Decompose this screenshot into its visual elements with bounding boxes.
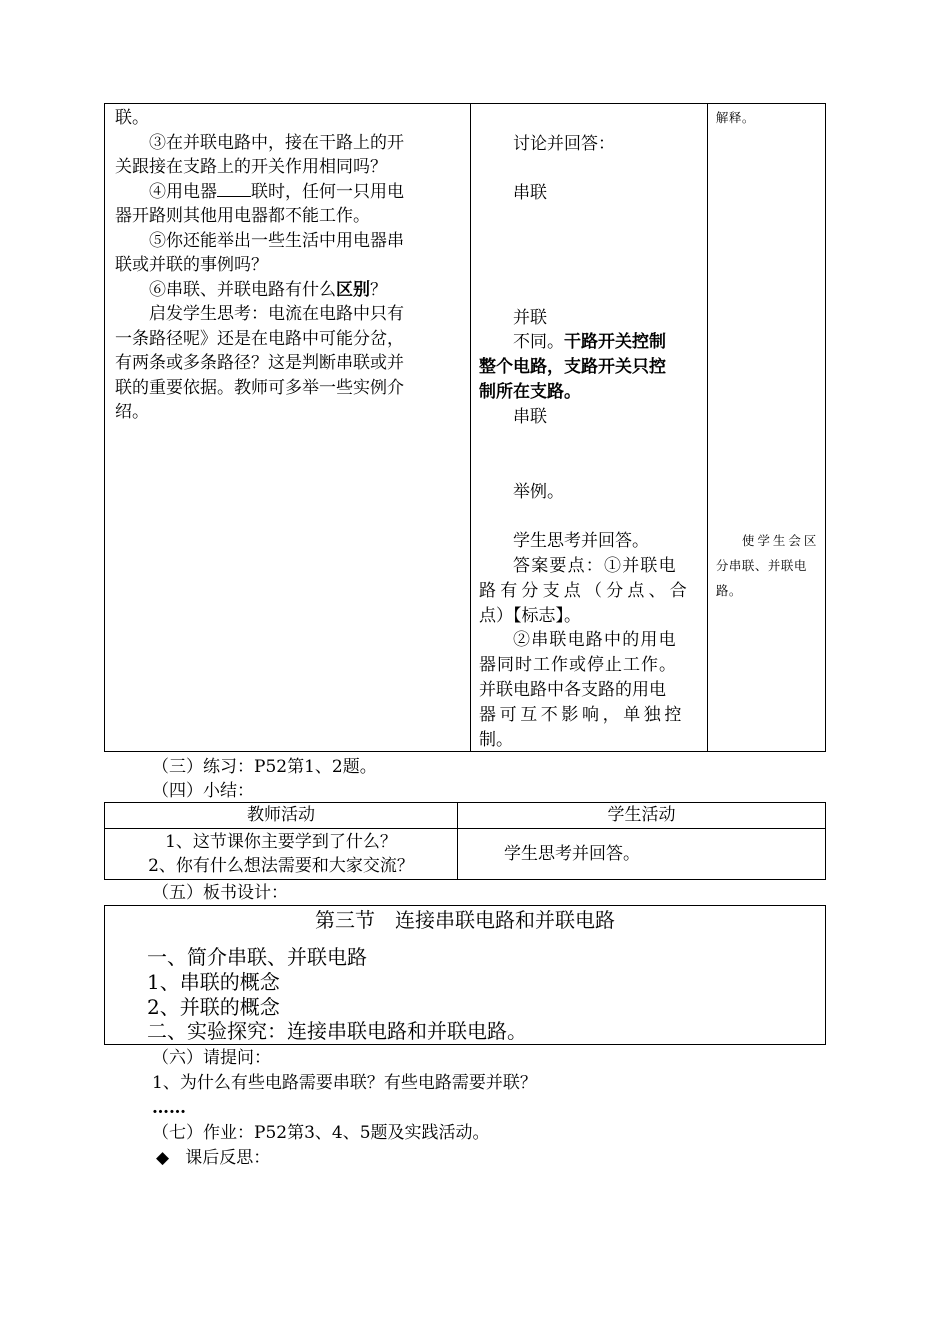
board-design-box — [104, 905, 826, 1045]
question-1: 1、为什么有些电路需要串联？有些电路需要并联？ — [152, 1073, 537, 1093]
left-line-6: ⑤你还能举出一些生活中用电器串 — [149, 230, 404, 251]
practice-text: （三）练习：P52第1、2题。 — [152, 757, 377, 777]
purpose-line-2: 分串联、并联电 — [715, 558, 807, 573]
left-line-5: 器开路则其他用电器都不能工作。 — [115, 206, 370, 226]
reflection-line — [156, 1146, 270, 1171]
board-heading: （五）板书设计： — [152, 883, 288, 903]
item4-text-b: 联时，任何一只用电 — [251, 181, 404, 202]
answer-line-3: 点）【标志】。 — [479, 606, 581, 626]
item6-text: ⑥串联、并联电路有什么 — [149, 279, 336, 300]
purpose-line-3: 路。 — [715, 583, 742, 598]
explain-text: 解释。 — [715, 110, 755, 125]
board-line-3: 2、并联的概念 — [147, 995, 280, 1019]
summary-student-cell — [458, 829, 826, 880]
questions-heading: （六）请提问： — [152, 1048, 271, 1068]
example-text: 举例。 — [513, 482, 564, 502]
left-line-9: 启发学生思考：电流在电路中只有 — [149, 304, 404, 324]
left-line-12: 联的重要依据。教师可多举一些实例介 — [115, 377, 404, 398]
summary-table — [104, 802, 826, 880]
homework-text: （七）作业：P52第3、4、5题及实践活动。 — [152, 1123, 490, 1143]
diamond-bullet-icon: ◆ — [156, 1148, 170, 1168]
design-intent-cell — [707, 104, 825, 752]
left-line-8 — [115, 278, 462, 303]
student-activity-cell — [471, 104, 708, 752]
left-line-3: 关跟接在支路上的开关作用相同吗？ — [115, 157, 387, 177]
answer-line-2: 路有分支点（分点、合 — [479, 581, 691, 601]
activity-table — [104, 103, 826, 752]
summary-teacher-cell — [105, 829, 458, 880]
teacher-activity-cell — [105, 104, 471, 752]
summary-question-2: 2、你有什么想法需要和大家交流？ — [148, 856, 414, 876]
summary-student-answer: 学生思考并回答。 — [504, 843, 640, 864]
left-line-4 — [115, 180, 462, 205]
summary-question-1: 1、这节课你主要学到了什么？ — [165, 831, 397, 852]
answer-line-4: ②串联电路中的用电 — [513, 630, 677, 650]
summary-col-student — [458, 803, 826, 829]
left-line-1: 联。 — [115, 108, 149, 128]
left-line-11: 有两条或多条路径？这是判断串联或并 — [115, 353, 404, 373]
parallel-answer: 并联 — [513, 308, 547, 328]
answer-line-7: 器可互不影响，单独控 — [479, 705, 685, 725]
board-line-2: 1、串联的概念 — [147, 970, 280, 994]
diff-bold-1: 干路开关控制 — [564, 332, 666, 352]
answer-line-5: 器同时工作或停止工作。 — [479, 655, 677, 675]
series-answer-1: 串联 — [513, 183, 547, 203]
answer-line-8: 制。 — [479, 730, 513, 750]
summary-heading: （四）小结： — [152, 781, 254, 801]
series-answer-2: 串联 — [513, 407, 547, 427]
teacher-activity-header: 教师活动 — [247, 805, 315, 826]
item4-text-a: 用电器 — [166, 181, 217, 202]
item6-bold: 区别 — [336, 279, 370, 300]
summary-col-teacher — [105, 803, 458, 829]
left-line-2: ③在并联电路中，接在干路上的开 — [149, 132, 404, 153]
left-line-10: 一条路径呢》还是在电路中可能分岔， — [115, 328, 404, 349]
ellipsis-text: …… — [152, 1098, 186, 1118]
diff-prefix: 不同。 — [513, 332, 564, 352]
reflection-text: 课后反思： — [185, 1148, 271, 1168]
item6-end: ？ — [370, 279, 387, 300]
item4-marker: ④ — [149, 181, 166, 202]
board-line-1: 一、简介串联、并联电路 — [147, 945, 367, 969]
fill-blank — [217, 180, 251, 197]
diff-line-3: 制所在支路。 — [479, 382, 581, 402]
left-line-7: 联或并联的事例吗？ — [115, 255, 268, 275]
diff-line-2: 整个电路，支路开关只控 — [479, 357, 666, 377]
board-title: 第三节 连接串联电路和并联电路 — [315, 908, 615, 932]
purpose-line-1: 使学生会区 — [741, 533, 820, 548]
left-line-13: 绍。 — [115, 402, 149, 422]
think-text: 学生思考并回答。 — [513, 531, 649, 551]
diff-line-1 — [479, 330, 666, 355]
answer-line-1: 答案要点：①并联电 — [513, 556, 677, 576]
answer-line-6: 并联电路中各支路的用电 — [479, 680, 666, 700]
student-activity-header: 学生活动 — [607, 805, 676, 826]
board-line-4: 二、实验探究：连接串联电路和并联电路。 — [147, 1019, 527, 1043]
discuss-text: 讨论并回答： — [513, 134, 615, 154]
